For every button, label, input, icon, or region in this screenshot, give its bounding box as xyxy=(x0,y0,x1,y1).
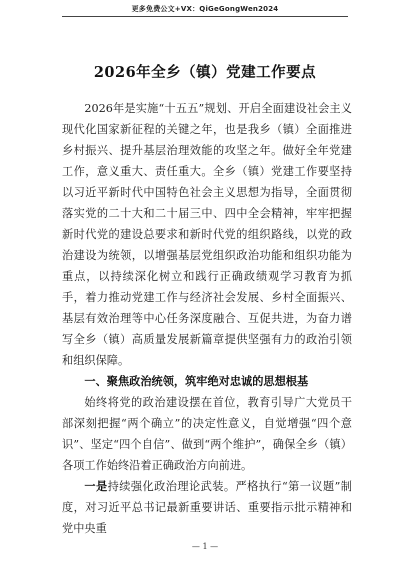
header-text: 更多免费公文+VX：QiGeGongWen2024 xyxy=(131,5,279,13)
page-number: — 1 — xyxy=(191,542,219,551)
intro-paragraph: 2026年是实施“十五五”规划、开启全面建设社会主义现代化国家新征程的关键之年，也是我乡（镇）全面推进乡村振兴、提升基层治理效能的攻坚之年。做好全年党建工作，意义重大、责任重大。全乡（镇）党建工作要坚持以习近平新时代中国特色社会主义思想为指导，全面贯彻落实党的二十大和二十届三中、四中全会精神，牢牢把握新时代党的建设总要求和新时代党的组织路线，以党的政治建设为统领，以增强基层党组织政治功能和组织功能为重点，以持续深化树立和践行正确政绩观学习教育为抓手，着力推动党建工作与经济社会发展、乡村全面振兴、基层有效治理等中心任务深度融合、互促共进，为奋力谱写全乡（镇）高质量发展新篇章提供坚强有力的政治引领和组织保障。 xyxy=(62,102,352,367)
paragraph-text: 持续强化政治理论武装。严格执行“第一议题”制度，对习近平总书记最新重要讲话、重要指示批示精神和党中央重 xyxy=(62,480,352,535)
body-paragraph: 始终将党的政治建设摆在首位，教育引导广大党员干部深刻把握“两个确立”的决定性意义，自觉增强“四个意识”、坚定“四个自信”、做到“两个维护”，确保全乡（镇）各项工作始终沿着正确政治方向前进。 xyxy=(62,396,352,472)
document-title: 2026年全乡（镇）党建工作要点 xyxy=(93,64,317,81)
section-heading: 一、聚焦政治统领，筑牢绝对忠诚的思想根基 xyxy=(84,375,309,388)
body-paragraph xyxy=(62,476,352,539)
paragraph-lead: 一是 xyxy=(84,479,108,493)
document-body xyxy=(62,98,352,539)
header-divider xyxy=(62,16,348,17)
